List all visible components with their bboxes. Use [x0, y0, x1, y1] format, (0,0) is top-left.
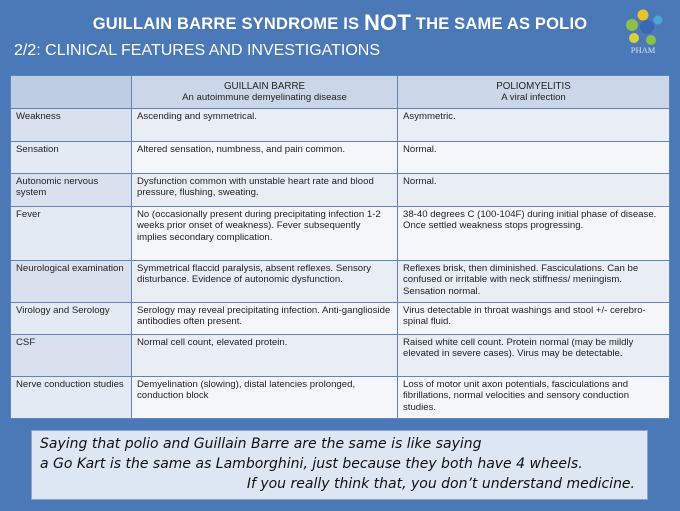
- feature-cell: Fever: [11, 207, 132, 261]
- feature-cell: CSF: [11, 335, 132, 377]
- feature-cell: Virology and Serology: [11, 303, 132, 335]
- table-row-csf: [11, 335, 670, 377]
- polio-cell: Reflexes brisk, then diminished. Fasciculations. Can be confused or irritable with neck stiffness/ meningism. Sensation normal.: [398, 261, 670, 303]
- feature-cell: Autonomic nervous system: [11, 174, 132, 207]
- title-part2: THE SAME AS POLIO: [411, 15, 588, 33]
- page-title: [0, 10, 680, 36]
- header-gbs-name: GUILLAIN BARRE: [223, 80, 306, 92]
- header-polio: [398, 76, 670, 109]
- gbs-cell: Altered sensation, numbness, and pain common.: [132, 142, 398, 174]
- header-corner-cell: [11, 76, 132, 109]
- logo-dot-3: [640, 20, 654, 34]
- quote-line-2: a Go Kart is the same as Lamborghini, just because they both have 4 wheels.: [40, 456, 583, 472]
- polio-cell: Asymmetric.: [398, 109, 670, 142]
- feature-cell: Weakness: [11, 109, 132, 142]
- title-part1: GUILLAIN BARRE SYNDROME IS: [92, 15, 364, 33]
- logo-dot-4: [654, 16, 663, 25]
- table-row-weakness: [11, 109, 670, 142]
- table-row-virology: [11, 303, 670, 335]
- logo-dot-1: [638, 10, 649, 21]
- header-polio-desc: A viral infection: [501, 92, 566, 103]
- page-subtitle: 2/2: CLINICAL FEATURES AND INVESTIGATIONS: [14, 42, 381, 59]
- polio-cell: Loss of motor unit axon potentials, fasciculations and fibrillations, normal velocities and sensory conduction studies.: [398, 377, 670, 419]
- polio-cell: 38-40 degrees C (100-104F) during initial phase of disease. Once settled weakness stops progressing.: [398, 207, 670, 261]
- polio-cell: Raised white cell count. Protein normal (may be mildly elevated in severe cases). Virus may be detectable.: [398, 335, 670, 377]
- logo-text: PHAM: [630, 45, 656, 55]
- gbs-cell: Ascending and symmetrical.: [132, 109, 398, 142]
- table-header-row: [11, 76, 670, 109]
- logo-dot-2: [626, 19, 638, 31]
- gbs-cell: Symmetrical flaccid paralysis, absent reflexes. Sensory disturbance. Evidence of autonomic dysfunction.: [132, 261, 398, 303]
- feature-cell: Neurological examination: [11, 261, 132, 303]
- gbs-cell: Serology may reveal precipitating infection. Anti-ganglioside antibodies often present.: [132, 303, 398, 335]
- logo-dot-5: [629, 33, 639, 43]
- table-row-autonomic: [11, 174, 670, 207]
- header-gbs: [132, 76, 398, 109]
- feature-cell: Sensation: [11, 142, 132, 174]
- table-row-sensation: [11, 142, 670, 174]
- gbs-cell: Demyelination (slowing), distal latencies prolonged, conduction block: [132, 377, 398, 419]
- gbs-cell: Dysfunction common with unstable heart rate and blood pressure, flushing, sweating.: [132, 174, 398, 207]
- table-row-fever: [11, 207, 670, 261]
- title-emphasis: NOT: [363, 10, 412, 35]
- polio-cell: Normal.: [398, 142, 670, 174]
- header-polio-name: POLIOMYELITIS: [496, 80, 571, 92]
- quote-box: [31, 430, 648, 500]
- gbs-cell: Normal cell count, elevated protein.: [132, 335, 398, 377]
- header-gbs-desc: An autoimmune demyelinating disease: [182, 92, 347, 103]
- polio-cell: Normal.: [398, 174, 670, 207]
- comparison-table: [10, 75, 670, 419]
- polio-cell: Virus detectable in throat washings and stool +/- cerebro-spinal fluid.: [398, 303, 670, 335]
- table-row-nerve-conduction: [11, 377, 670, 419]
- gbs-cell: No (occasionally present during precipitating infection 1-2 weeks prior onset of weakness). Fever subsequently implies secondary complication.: [132, 207, 398, 261]
- logo-dot-6: [646, 35, 656, 45]
- quote-line-3: If you really think that, you don’t understand medicine.: [246, 476, 635, 492]
- table-row-neurological: [11, 261, 670, 303]
- quote-line-1: Saying that polio and Guillain Barre are the same is like saying: [40, 436, 482, 452]
- feature-cell: Nerve conduction studies: [11, 377, 132, 419]
